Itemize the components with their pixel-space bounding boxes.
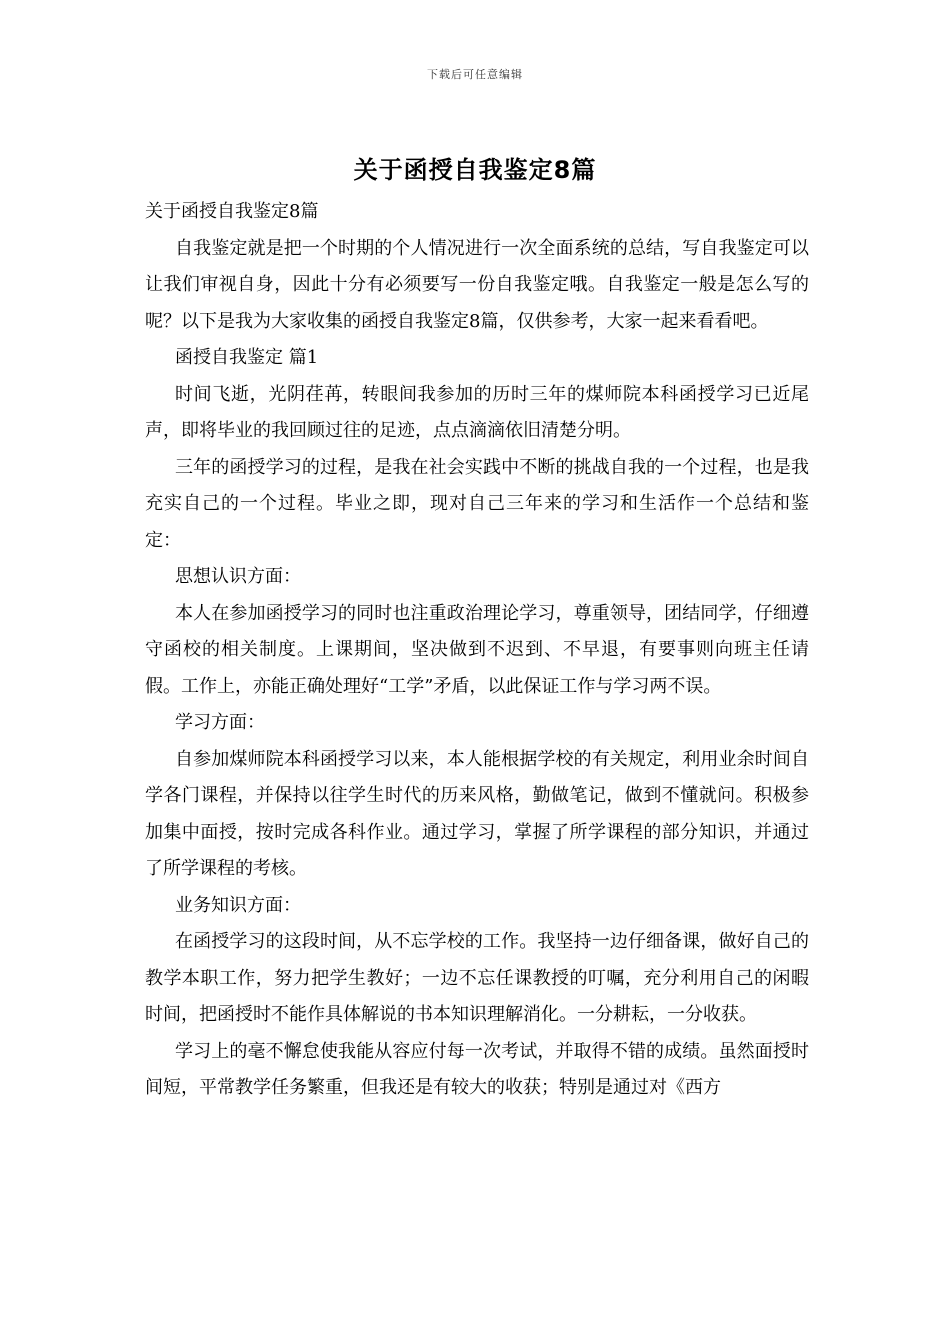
body-paragraph: 三年的函授学习的过程，是我在社会实践中不断的挑战自我的一个过程，也是我充实自己的一个过程。毕业之即，现对自己三年来的学习和生活作一个总结和鉴定： [145, 456, 809, 551]
section-heading-professional: 业务知识方面： [175, 894, 301, 916]
body-paragraph: 在函授学习的这段时间，从不忘学校的工作。我坚持一边仔细备课，做好自己的教学本职工作，努力把学生教好；一边不忘任课教授的叮嘱，充分利用自己的闲暇时间，把函授时不能作具体解说的书本知识理解消化。一分耕耘，一分收获。 [145, 931, 809, 1025]
intro-paragraph: 自我鉴定就是把一个时期的个人情况进行一次全面系统的总结，写自我鉴定可以让我们审视自身，因此十分有必须要写一份自我鉴定哦。自我鉴定一般是怎么写的呢？以下是我为大家收集的函授自我鉴定8篇，仅供参考，大家一起来看看吧。 [145, 237, 809, 332]
body-paragraph: 学习上的毫不懈怠使我能从容应付每一次考试，并取得不错的成绩。虽然面授时间短，平常教学任务繁重，但我还是有较大的收获；特别是通过对《西方 [145, 1040, 809, 1098]
body-paragraph: 本人在参加函授学习的同时也注重政治理论学习，尊重领导，团结同学，仔细遵守函校的相关制度。上课期间，坚决做到不迟到、不早退，有要事则向班主任请假。工作上，亦能正确处理好“工学”矛盾，以此保证工作与学习两不误。 [145, 602, 809, 697]
document-body [145, 194, 809, 1107]
document-title: 关于函授自我鉴定8篇 [353, 156, 597, 184]
body-paragraph: 时间飞逝，光阴荏苒，转眼间我参加的历时三年的煤师院本科函授学习已近尾声，即将毕业的我回顾过往的足迹，点点滴滴依旧清楚分明。 [145, 383, 809, 441]
header-note: 下载后可任意编辑 [427, 68, 523, 81]
section-heading-part-1: 函授自我鉴定 篇1 [175, 347, 319, 368]
section-heading-study: 学习方面： [175, 712, 265, 733]
subtitle-line: 关于函授自我鉴定8篇 [145, 201, 319, 222]
body-paragraph: 自参加煤师院本科函授学习以来，本人能根据学校的有关规定，利用业余时间自学各门课程，并保持以往学生时代的历来风格，勤做笔记，做到不懂就问。积极参加集中面授，按时完成各科作业。通过学习，掌握了所学课程的部分知识，并通过了所学课程的考核。 [145, 748, 809, 879]
section-heading-ideology: 思想认识方面： [175, 566, 301, 587]
